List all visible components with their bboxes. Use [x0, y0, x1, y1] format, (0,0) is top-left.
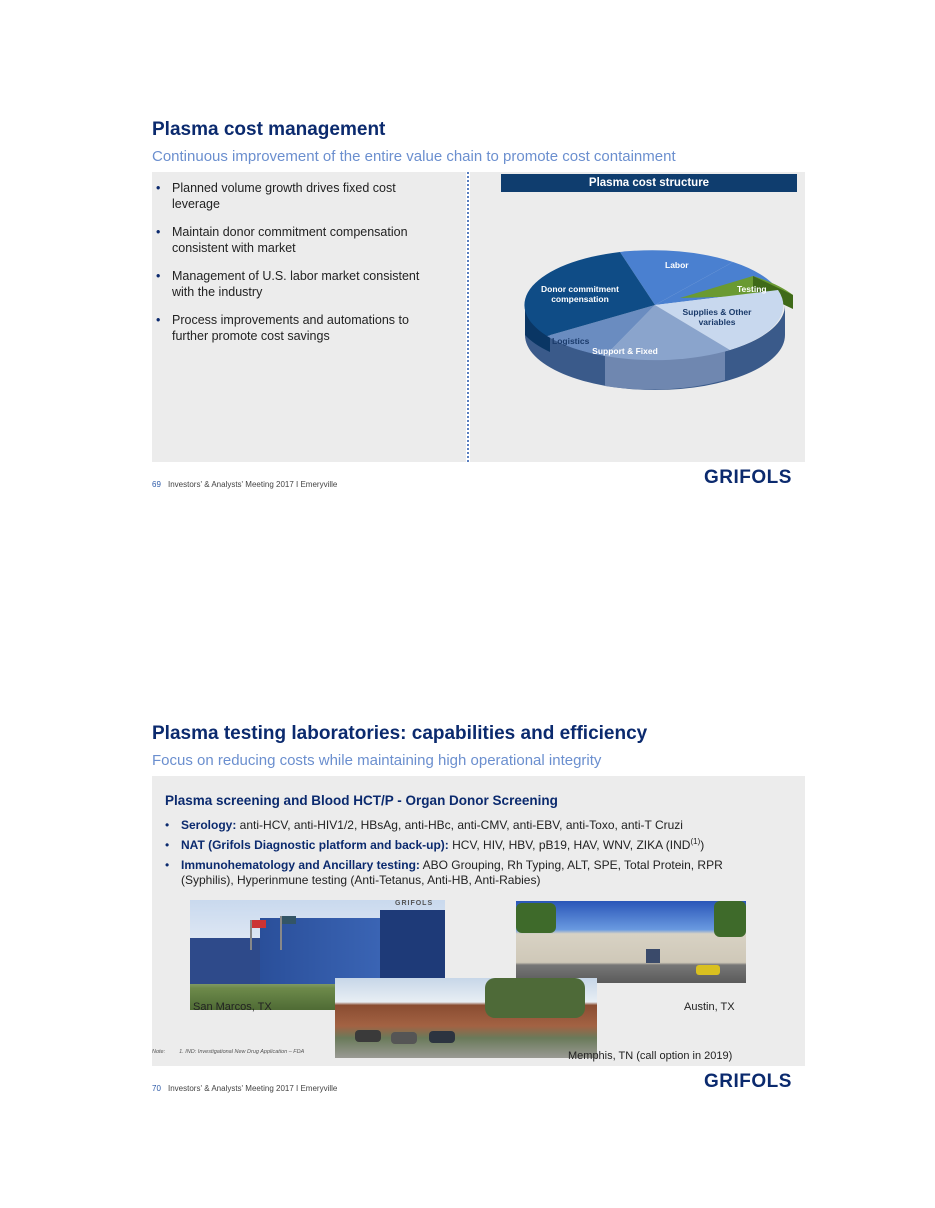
slide-title: Plasma testing laboratories: capabilities and efficiency [152, 723, 648, 744]
austin-photo [516, 901, 746, 983]
bullet-serology: • Serology: anti-HCV, anti-HIV1/2, HBsAg, anti-HBc, anti-CMV, anti-EBV, anti-Toxo, anti-T Cruzi [163, 818, 803, 833]
footer-text: Investors' & Analysts' Meeting 2017 I Emeryville [168, 480, 338, 489]
footer-text: Investors' & Analysts' Meeting 2017 I Emeryville [168, 1084, 338, 1093]
building-sign: GRIFOLS [395, 900, 434, 907]
bullet-list [154, 180, 454, 344]
bullet-item: • Maintain donor commitment compensation consistent with market [154, 224, 454, 256]
pie-label-donor: Donor commitment compensation [541, 284, 619, 304]
section-heading: Plasma screening and Blood HCT/P - Organ Donor Screening [165, 793, 558, 808]
pie-chart [515, 240, 805, 400]
footnote: Note: 1. IND: Investigational New Drug Application – FDA [152, 1049, 305, 1055]
page-number: 70 [152, 1084, 161, 1093]
slide-plasma-testing-laboratories [0, 700, 935, 1110]
testing-bullet-list [163, 818, 803, 888]
grifols-logo: GRIFOLS [704, 1071, 792, 1092]
pie-label-support: Support & Fixed [592, 346, 658, 356]
slide-subtitle: Focus on reducing costs while maintaining high operational integrity [152, 752, 602, 769]
caption-memphis: Memphis, TN (call option in 2019) [568, 1050, 733, 1062]
memphis-photo [335, 978, 597, 1058]
pie-label-supplies: Supplies & Other variables [682, 307, 752, 327]
caption-austin: Austin, TX [684, 1001, 735, 1013]
pie-label-logistics: Logistics [552, 336, 590, 346]
pie-label-labor: Labor [665, 260, 689, 270]
divider [467, 172, 469, 462]
caption-san-marcos: San Marcos, TX [193, 1001, 272, 1013]
bullet-nat: • NAT (Grifols Diagnostic platform and back-up): HCV, HIV, HBV, pB19, HAV, WNV, ZIKA (IND$^{(1)}$) [163, 838, 803, 853]
slide-title: Plasma cost management [152, 119, 386, 140]
chart-title: Plasma cost structure [501, 174, 797, 192]
grifols-logo: GRIFOLS [704, 467, 792, 488]
page-number: 69 [152, 480, 161, 489]
slide-plasma-cost-management [0, 0, 935, 520]
bullet-item: • Management of U.S. labor market consistent with the industry [154, 268, 454, 300]
bullet-item: • Process improvements and automations to further promote cost savings [154, 312, 454, 344]
pie-label-testing: Testing [737, 284, 767, 294]
bullet-item: • Planned volume growth drives fixed cost leverage [154, 180, 454, 212]
slide-subtitle: Continuous improvement of the entire value chain to promote cost containment [152, 148, 676, 165]
bullet-immunohematology: • Immunohematology and Ancillary testing: ABO Grouping, Rh Typing, ALT, SPE, Total Protein, RPR (Syphilis), Hyperinmune testing (Anti-Tetanus, Anti-HB, Anti-Rabies) [163, 858, 803, 888]
